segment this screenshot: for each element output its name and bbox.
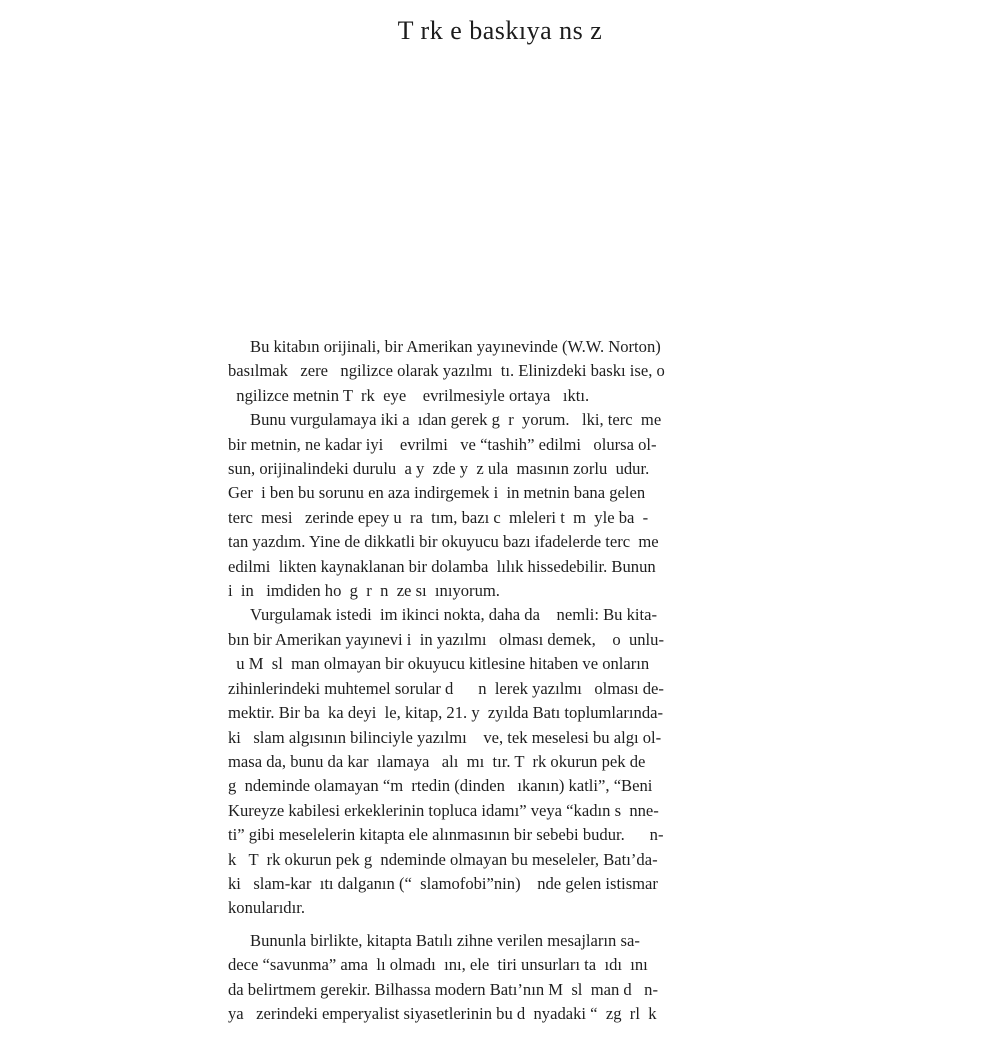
paragraph-1 bbox=[228, 335, 773, 408]
body-text bbox=[228, 335, 773, 1026]
text-line: Kureyze kabilesi erkeklerinin topluca idamı” veya “kadın s nne- bbox=[228, 800, 659, 820]
text-line: bın bir Amerikan yayınevi i in yazılmı olması demek, o unlu- bbox=[228, 629, 664, 649]
text-line: ya zerindeki emperyalist siyasetlerinin bu d nyadaki “ zg rl k bbox=[228, 1003, 657, 1023]
text-line: k T rk okurun pek g ndeminde olmayan bu meseleler, Batı’da- bbox=[228, 849, 658, 869]
text-line: ki slam-kar ıtı dalganın (“ slamofobi”nin) nde gelen istismar bbox=[228, 873, 658, 893]
text-line: Bununla birlikte, kitapta Batılı zihne verilen mesajların sa- bbox=[250, 930, 640, 950]
text-line: tan yazdım. Yine de dikkatli bir okuyucu bazı ifadelerde terc me bbox=[228, 532, 659, 552]
text-line: Ger i ben bu sorunu en aza indirgemek i in metnin bana gelen bbox=[228, 483, 646, 503]
text-line: edilmi likten kaynaklanan bir dolamba lılık hissedebilir. Bunun bbox=[228, 556, 656, 576]
text-line: ngilizce metnin T rk eye evrilmesiyle ortaya ıktı. bbox=[228, 385, 590, 405]
text-line: u M sl man olmayan bir okuyucu kitlesine hitaben ve onların bbox=[228, 654, 650, 674]
paragraph-2 bbox=[228, 408, 773, 603]
text-line: sun, orijinalindeki durulu a y zde y z ula masının zorlu udur. bbox=[228, 459, 650, 479]
text-line: konularıdır. bbox=[228, 898, 305, 918]
text-line: g ndeminde olamayan “m rtedin (dinden ıkanın) katli”, “Beni bbox=[228, 776, 653, 796]
text-line: mektir. Bir ba ka deyi le, kitap, 21. y zyılda Batı toplumlarında- bbox=[228, 703, 664, 723]
paragraph-3 bbox=[228, 603, 773, 920]
text-line: Bunu vurgulamaya iki a ıdan gerek g r yorum. lki, terc me bbox=[250, 410, 662, 430]
text-line: basılmak zere ngilizce olarak yazılmı tı. Elinizdeki baskı ise, o bbox=[228, 361, 665, 381]
text-line: i in imdiden ho g r n ze sı ınıyorum. bbox=[228, 581, 500, 601]
text-line: ki slam algısının bilinciyle yazılmı ve, tek meselesi bu algı ol- bbox=[228, 727, 662, 747]
page-title: T rk e baskıya ns z bbox=[397, 16, 603, 45]
text-line: terc mesi zerinde epey u ra tım, bazı c mleleri t m yle ba - bbox=[228, 507, 649, 527]
text-line: ti” gibi meselelerin kitapta ele alınmasının bir sebebi budur. n- bbox=[228, 825, 664, 845]
text-line: da belirtmem gerekir. Bilhassa modern Batı’nın M sl man d n- bbox=[228, 979, 658, 999]
text-line: masa da, bunu da kar ılamaya alı mı tır. T rk okurun pek de bbox=[228, 751, 646, 771]
text-line: bir metnin, ne kadar iyi evrilmi ve “tashih” edilmi olursa ol- bbox=[228, 434, 657, 454]
text-line: dece “savunma” ama lı olmadı ını, ele tiri unsurları ta ıdı ını bbox=[228, 955, 648, 975]
text-line: Bu kitabın orijinali, bir Amerikan yayınevinde (W.W. Norton) bbox=[250, 337, 661, 356]
text-line: zihinlerindeki muhtemel sorular d n lerek yazılmı olması de- bbox=[228, 678, 664, 698]
paragraph-4 bbox=[228, 929, 773, 1027]
text-line: Vurgulamak istedi im ikinci nokta, daha da nemli: Bu kita- bbox=[250, 605, 658, 625]
